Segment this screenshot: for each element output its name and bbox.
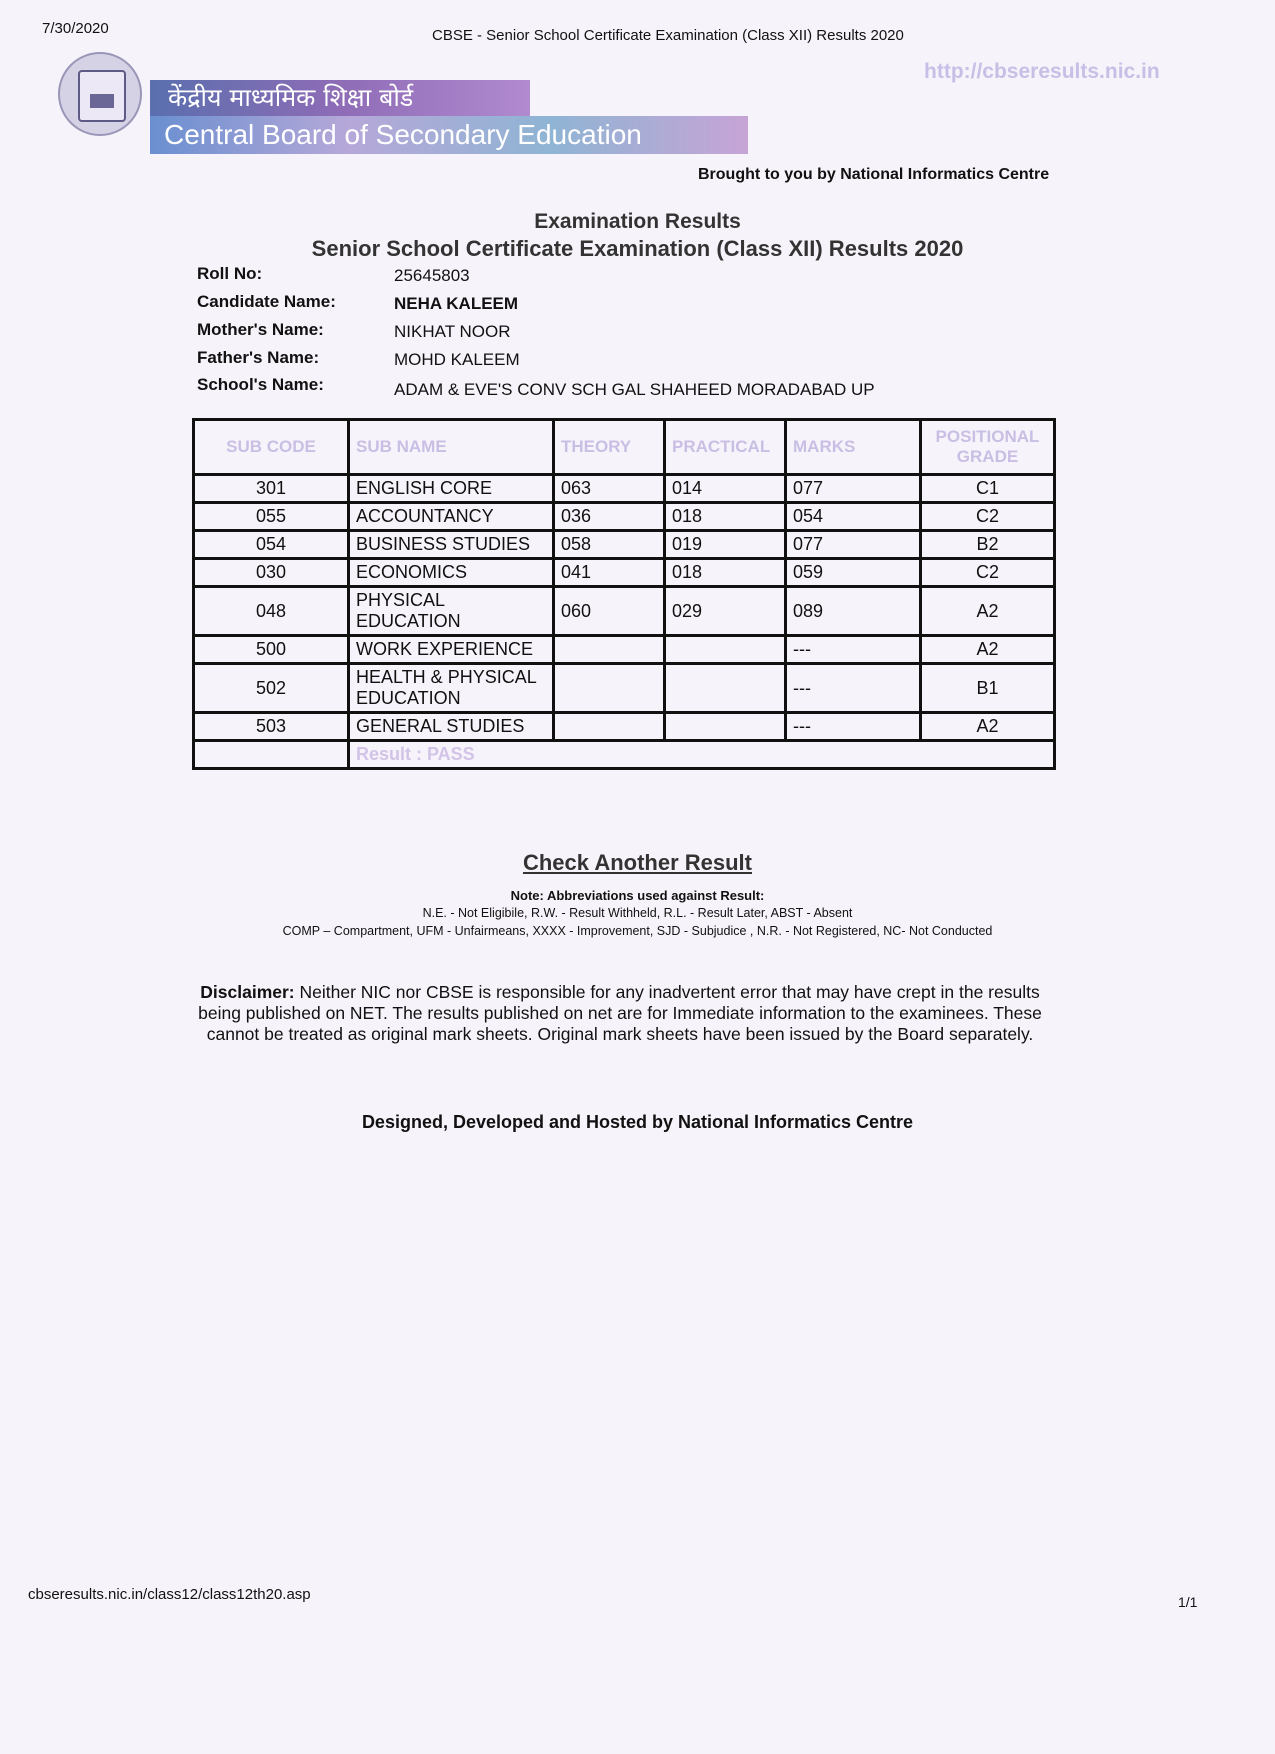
theory: 060 [554, 587, 665, 636]
practical: 018 [665, 559, 786, 587]
brought-by-text: Brought to you by National Informatics Centre [698, 166, 1050, 183]
banner-hindi: केंद्रीय माध्यमिक शिक्षा बोर्ड [150, 80, 530, 116]
col-grade: POSITIONAL GRADE [921, 420, 1055, 475]
marks: --- [786, 713, 921, 741]
grade: A2 [921, 713, 1055, 741]
sub-name: ACCOUNTANCY [349, 503, 554, 531]
sub-code: 054 [194, 531, 349, 559]
table-header-row [194, 420, 1055, 475]
practical [665, 713, 786, 741]
col-marks: MARKS [786, 420, 921, 475]
roll-label: Roll No: [197, 264, 263, 283]
sub-name: PHYSICAL EDUCATION [349, 587, 554, 636]
result-status: Result : PASS [349, 741, 1055, 769]
practical [665, 664, 786, 713]
exam-name: Senior School Certificate Examination (Class XII) Results 2020 [311, 236, 964, 261]
disclaimer-label: Disclaimer: [200, 982, 295, 1002]
theory [554, 636, 665, 664]
sub-name: HEALTH & PHYSICAL EDUCATION [349, 664, 554, 713]
grade: C2 [921, 503, 1055, 531]
col-practical: PRACTICAL [665, 420, 786, 475]
marks: --- [786, 636, 921, 664]
marks: 054 [786, 503, 921, 531]
marks: 077 [786, 531, 921, 559]
sub-name: WORK EXPERIENCE [349, 636, 554, 664]
sub-code: 502 [194, 664, 349, 713]
mother-name-value: NIKHAT NOOR [394, 322, 511, 341]
marks: --- [786, 664, 921, 713]
sub-name: ENGLISH CORE [349, 475, 554, 503]
candidate-name-value: NEHA KALEEM [394, 294, 519, 313]
theory: 063 [554, 475, 665, 503]
table-row [194, 503, 1055, 531]
marks: 077 [786, 475, 921, 503]
sub-code: 503 [194, 713, 349, 741]
father-name-label: Father's Name: [197, 348, 320, 367]
check-another-result-link[interactable]: Check Another Result [522, 850, 752, 875]
col-sub-code: SUB CODE [194, 420, 349, 475]
grade: B1 [921, 664, 1055, 713]
father-name-value: MOHD KALEEM [394, 350, 520, 369]
note-line-1: N.E. - Not Eligibile, R.W. - Result Withheld, R.L. - Result Later, ABST - Absent [422, 906, 853, 920]
grade: B2 [921, 531, 1055, 559]
print-date: 7/30/2020 [42, 20, 109, 37]
note-line-2: COMP – Compartment, UFM - Unfairmeans, XXXX - Improvement, SJD - Subjudice , N.R. - Not Registered, NC- Not Conducted [282, 924, 993, 938]
table-row [194, 587, 1055, 636]
theory [554, 713, 665, 741]
col-sub-name: SUB NAME [349, 420, 554, 475]
school-name-value: ADAM & EVE'S CONV SCH GAL SHAHEED MORADABAD UP [394, 380, 875, 399]
result-empty-cell [194, 741, 349, 769]
grade: C1 [921, 475, 1055, 503]
grade: A2 [921, 587, 1055, 636]
sub-name: GENERAL STUDIES [349, 713, 554, 741]
sub-name: BUSINESS STUDIES [349, 531, 554, 559]
sub-name: ECONOMICS [349, 559, 554, 587]
sub-code: 500 [194, 636, 349, 664]
disclaimer-text: Neither NIC nor CBSE is responsible for any inadvertent error that may have crept in the results being published on NET. The results published on net are for Immediate information to the examinees. These cannot be treated as original mark sheets. Original mark sheets have been issued by the Board separately. [198, 982, 1042, 1044]
mother-name-label: Mother's Name: [197, 320, 324, 339]
school-name-label: School's Name: [197, 375, 324, 394]
table-row [194, 475, 1055, 503]
theory: 041 [554, 559, 665, 587]
marks: 089 [786, 587, 921, 636]
note-title: Note: Abbreviations used against Result: [510, 888, 765, 903]
banner-english: Central Board of Secondary Education [150, 116, 748, 154]
theory: 058 [554, 531, 665, 559]
result-row [194, 741, 1055, 769]
print-header-title: CBSE - Senior School Certificate Examination (Class XII) Results 2020 [432, 27, 904, 44]
sub-code: 030 [194, 559, 349, 587]
grade: C2 [921, 559, 1055, 587]
table-row [194, 664, 1055, 713]
sub-code: 301 [194, 475, 349, 503]
page-title: Examination Results [534, 210, 741, 233]
candidate-name-label: Candidate Name: [197, 292, 336, 311]
sub-code: 048 [194, 587, 349, 636]
marks-table [192, 418, 1056, 770]
theory: 036 [554, 503, 665, 531]
marks: 059 [786, 559, 921, 587]
table-row [194, 559, 1055, 587]
page-number: 1/1 [1178, 1594, 1198, 1610]
site-url-link[interactable]: http://cbseresults.nic.in [924, 60, 1160, 83]
sub-code: 055 [194, 503, 349, 531]
roll-value: 25645803 [394, 266, 470, 285]
practical [665, 636, 786, 664]
practical: 019 [665, 531, 786, 559]
disclaimer [190, 982, 1050, 1045]
practical: 014 [665, 475, 786, 503]
col-theory: THEORY [554, 420, 665, 475]
theory [554, 664, 665, 713]
table-row [194, 636, 1055, 664]
grade: A2 [921, 636, 1055, 664]
table-row [194, 531, 1055, 559]
footer-nic: Designed, Developed and Hosted by National Informatics Centre [361, 1112, 914, 1132]
print-url: cbseresults.nic.in/class12/class12th20.asp [28, 1586, 311, 1603]
table-row [194, 713, 1055, 741]
practical: 029 [665, 587, 786, 636]
cbse-logo-icon [58, 52, 142, 136]
practical: 018 [665, 503, 786, 531]
